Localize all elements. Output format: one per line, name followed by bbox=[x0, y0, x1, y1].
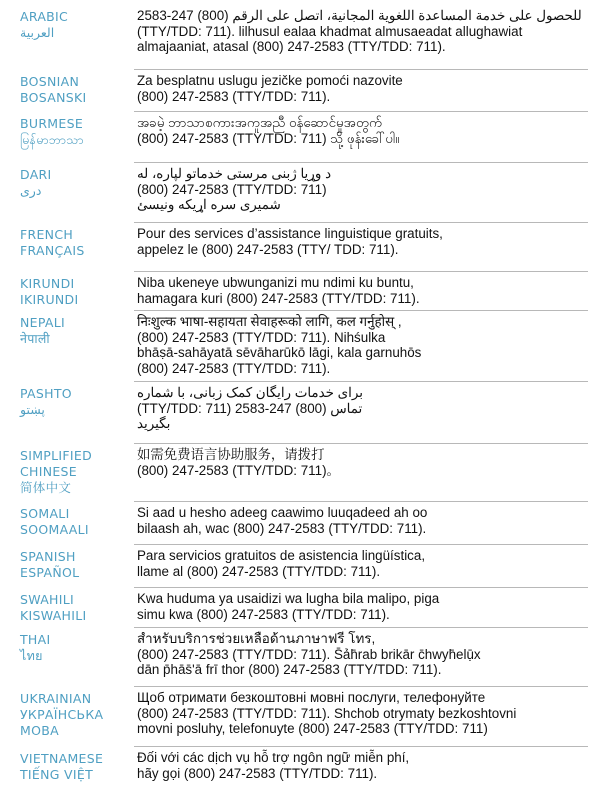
language-name: UKRAINIAN bbox=[20, 691, 92, 706]
language-label bbox=[20, 506, 132, 538]
assistance-text-line: အခမဲ့ ဘာသာစကားအကူအညီ ဝန်ဆောင်မှုအတွက် bbox=[137, 115, 383, 130]
assistance-text-line: (TTY/TDD: 711). lilhusul ealaa khadmat almusaeadat allughawiat bbox=[137, 23, 523, 39]
language-native-name: KISWAHILI bbox=[20, 608, 87, 623]
assistance-text bbox=[137, 385, 592, 432]
assistance-text bbox=[137, 750, 592, 781]
entry-divider bbox=[134, 686, 588, 687]
assistance-text-line: (800) 247-2583 (TTY/TDD: 711) သို့ ဖုန်းခေါ်ပါ။ bbox=[137, 130, 400, 146]
assistance-text-line: (800) 247-2583 (TTY/TDD: 711). Shchob otrymaty bezkoshtovni bbox=[137, 705, 517, 721]
assistance-text-line: hamagara kuri (800) 247-2583 (TTY/TDD: 711). bbox=[137, 290, 420, 306]
assistance-text-line: (800) 247-2583 (TTY/TDD: 711)。 bbox=[137, 462, 340, 478]
language-native-name: ESPAÑOL bbox=[20, 565, 80, 580]
assistance-text-line: simu kwa (800) 247-2583 (TTY/TDD: 711). bbox=[137, 606, 390, 622]
language-name: THAI bbox=[20, 632, 51, 647]
language-native-name: ไทย bbox=[20, 648, 43, 663]
language-native-name: العربية bbox=[20, 25, 55, 40]
assistance-text bbox=[137, 591, 592, 622]
assistance-text-line: สำหรับบริการช่วยเหลือด้านภาษาฟรี โทร, bbox=[137, 631, 376, 646]
entry-divider bbox=[134, 381, 588, 382]
language-label bbox=[20, 276, 132, 308]
assistance-text-line: (800) 247-2583 (TTY/TDD: 711). bbox=[137, 88, 331, 104]
entry-divider bbox=[134, 271, 588, 272]
assistance-text bbox=[137, 548, 592, 579]
language-name: BOSNIAN bbox=[20, 74, 80, 89]
assistance-text-line: بگیرید bbox=[137, 416, 171, 431]
language-label bbox=[20, 315, 132, 347]
assistance-text-line: Đối với các dịch vụ hỗ trợ ngôn ngữ miễn phí, bbox=[137, 750, 410, 765]
assistance-text-line: Kwa huduma ya usaidizi wa lugha bila malipo, piga bbox=[137, 591, 440, 606]
entry-divider bbox=[134, 111, 588, 112]
language-native-name: SOOMAALI bbox=[20, 522, 89, 537]
assistance-text bbox=[137, 8, 592, 55]
assistance-text-line: Si aad u hesho adeeg caawimo luuqadeed ah oo bbox=[137, 505, 428, 520]
language-name: FRENCH bbox=[20, 227, 74, 242]
language-name: DARI bbox=[20, 167, 52, 182]
assistance-text-line: appelez le (800) 247-2583 (TTY/ TDD: 711). bbox=[137, 241, 399, 257]
assistance-text-line: निःशुल्क भाषा-सहायता सेवाहरूको लागि, कल गर्नुहोस् , bbox=[137, 314, 402, 329]
assistance-text-line: (800) 247-2583 (TTY/TDD: 711). Nihśulka bbox=[137, 329, 386, 345]
assistance-text-line: (800) 247-2583 (TTY/TDD: 711) bbox=[137, 181, 327, 197]
assistance-text-line: Щоб отримати безкоштовні мовні послуги, телефонуйте bbox=[137, 690, 486, 705]
language-name: SPANISH bbox=[20, 549, 76, 564]
assistance-text-line: 如需免费语言协助服务，请拨打 bbox=[137, 447, 325, 462]
assistance-text-line: hãy gọi (800) 247-2583 (TTY/TDD: 711). bbox=[137, 765, 378, 781]
language-native-name: УКРАЇНСЬКА bbox=[20, 707, 104, 722]
assistance-text-line: movni posluhy, telefonuyte (800) 247-2583 (TTY/TDD: 711) bbox=[137, 721, 488, 736]
entry-divider bbox=[134, 627, 588, 628]
assistance-text bbox=[137, 631, 592, 678]
language-name: VIETNAMESE bbox=[20, 751, 104, 766]
entry-divider bbox=[134, 310, 588, 311]
entry-divider bbox=[134, 501, 588, 502]
assistance-text bbox=[137, 690, 592, 737]
language-native-name: پښتو bbox=[20, 402, 45, 417]
language-name: KIRUNDI bbox=[20, 276, 75, 291]
language-name: SWAHILI bbox=[20, 592, 74, 607]
language-label bbox=[20, 632, 132, 664]
language-name: ARABIC bbox=[20, 9, 69, 24]
language-name: SIMPLIFIED bbox=[20, 448, 92, 463]
language-label bbox=[20, 549, 132, 581]
entry-divider bbox=[134, 69, 588, 70]
language-name: BURMESE bbox=[20, 116, 84, 131]
language-native-name: FRANÇAIS bbox=[20, 243, 85, 258]
language-label bbox=[20, 116, 132, 148]
assistance-text bbox=[137, 226, 592, 257]
language-label bbox=[20, 751, 132, 783]
language-name: PASHTO bbox=[20, 386, 72, 401]
assistance-text bbox=[137, 115, 592, 146]
language-native-name: TIẾNG VIỆT bbox=[20, 767, 94, 782]
entry-divider bbox=[134, 443, 588, 444]
assistance-text-line: للحصول على خدمة المساعدة اللغوية المجانية، اتصل على الرقم (800) 247-2583 bbox=[137, 8, 582, 23]
entry-divider bbox=[134, 587, 588, 588]
language-label bbox=[20, 74, 132, 106]
assistance-text-line: bhāṣā-sahāyatā sēvāharūkō lāgi, kala garnuhōs bbox=[137, 345, 422, 360]
entry-divider bbox=[134, 746, 588, 747]
assistance-text bbox=[137, 275, 592, 306]
assistance-text-line: dān p̄hās̄ʹā frī thor (800) 247-2583 (TTY/TDD: 711). bbox=[137, 662, 442, 677]
assistance-text-line: bilaash ah, wac (800) 247-2583 (TTY/TDD: 711). bbox=[137, 520, 427, 536]
language-label bbox=[20, 227, 132, 259]
language-label bbox=[20, 592, 132, 624]
assistance-text bbox=[137, 166, 592, 213]
assistance-text-line: د وړیا ژبنی مرستی خدماتو لپاره، له bbox=[137, 166, 332, 181]
language-native-name: 简体中文 bbox=[20, 480, 72, 495]
assistance-text-line: Para servicios gratuitos de asistencia lingüística, bbox=[137, 548, 426, 563]
language-native-name: မြန်မာဘာသာ bbox=[20, 132, 84, 147]
entry-divider bbox=[134, 162, 588, 163]
assistance-text bbox=[137, 505, 592, 536]
assistance-text bbox=[137, 73, 592, 104]
language-native-name: नेपाली bbox=[20, 331, 50, 346]
assistance-text bbox=[137, 447, 592, 478]
language-name: SOMALI bbox=[20, 506, 70, 521]
language-name: NEPALI bbox=[20, 315, 65, 330]
language-native-name: دری bbox=[20, 183, 42, 198]
language-native-name: BOSANSKI bbox=[20, 90, 87, 105]
language-label bbox=[20, 9, 132, 41]
entry-divider bbox=[134, 544, 588, 545]
assistance-text-line: (800) 247-2583 (TTY/TDD: 711). S̄ảh̄rab brikār c̄hwyh̄elụ̄x bbox=[137, 646, 481, 662]
language-native-name-line2: МОВА bbox=[20, 723, 59, 738]
language-label bbox=[20, 167, 132, 199]
assistance-text-line: برای خدمات رایگان کمک زبانی، با شماره bbox=[137, 385, 363, 400]
assistance-text-line: Niba ukeneye ubwunganizi mu ndimi ku buntu, bbox=[137, 275, 414, 290]
assistance-text-line: Pour des services d’assistance linguistique gratuits, bbox=[137, 226, 443, 241]
language-name-line2: CHINESE bbox=[20, 464, 77, 479]
assistance-text-line: (800) 247-2583 (TTY/TDD: 711). bbox=[137, 360, 331, 376]
language-native-name: IKIRUNDI bbox=[20, 292, 79, 307]
assistance-text-line: almajaaniat, atasal (800) 247-2583 (TTY/TDD: 711). bbox=[137, 39, 446, 54]
assistance-text bbox=[137, 314, 592, 376]
assistance-text-line: شمیری سره اړیکه ونیسئ bbox=[137, 197, 281, 212]
assistance-text-line: تماس (800) 247-2583 (TTY/TDD: 711) bbox=[137, 400, 363, 416]
assistance-text-line: llame al (800) 247-2583 (TTY/TDD: 711). bbox=[137, 563, 381, 579]
assistance-text-line: Za besplatnu uslugu jezičke pomoći nazovite bbox=[137, 73, 403, 88]
entry-divider bbox=[134, 222, 588, 223]
language-label bbox=[20, 691, 132, 739]
language-label bbox=[20, 386, 132, 418]
language-label bbox=[20, 448, 132, 496]
